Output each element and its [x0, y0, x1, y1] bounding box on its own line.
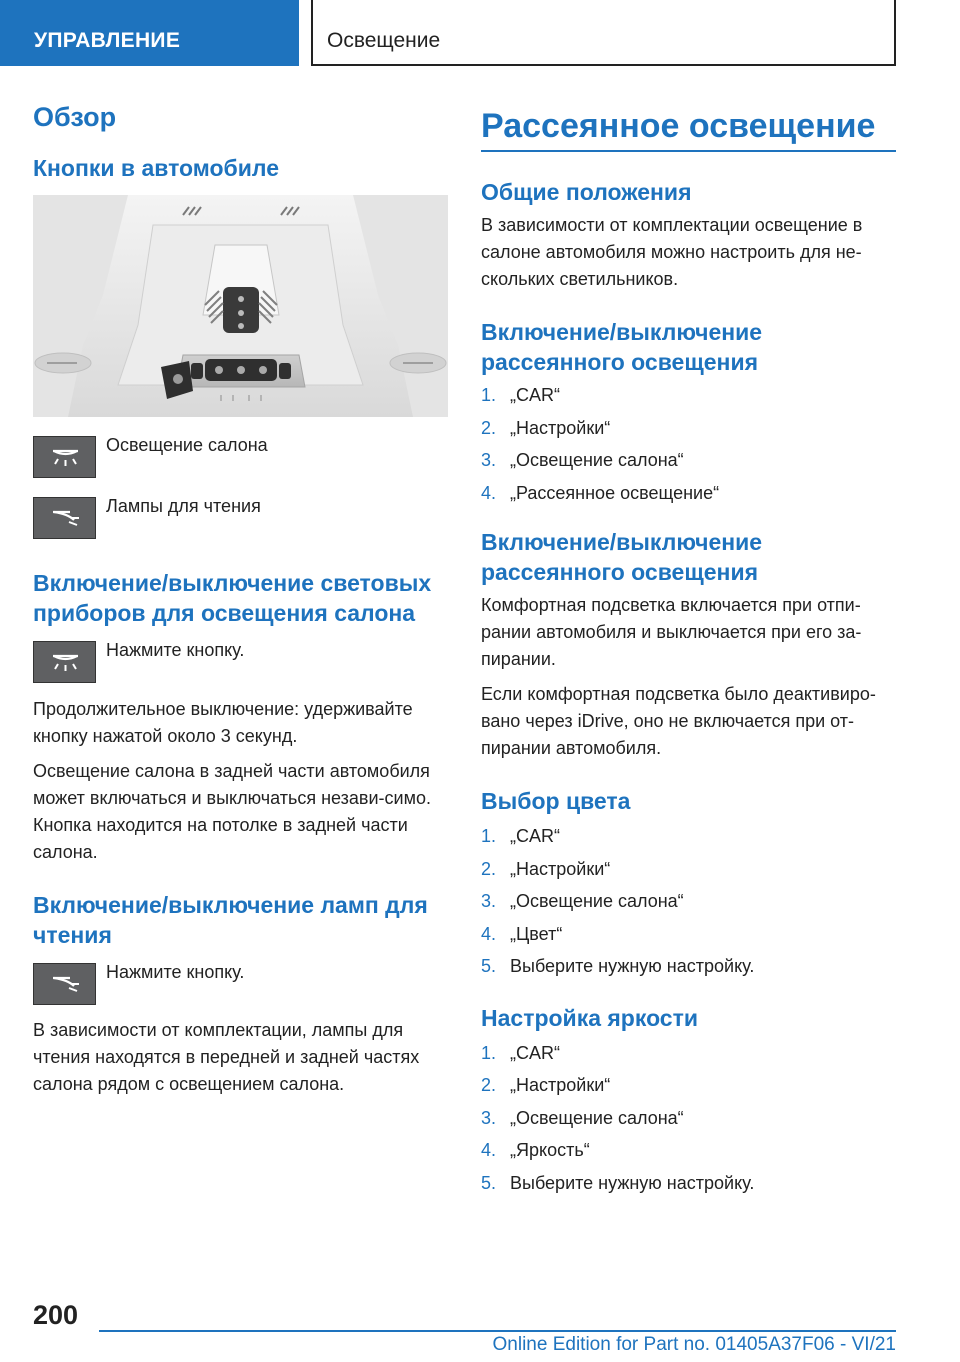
interior-light-icon: [33, 436, 96, 478]
interior-light-press-row: [33, 641, 448, 689]
step-item: 3. „Освещение салона“: [481, 1107, 684, 1128]
brightness-steps: [481, 1037, 896, 1200]
page-number: 200: [33, 1300, 79, 1330]
comfort-light-text: Комфортная подсветка включается при отпи-рании автомобиля и выключается при его за-пирании.: [481, 595, 862, 669]
section-tab: УПРАВЛЕНИЕ: [0, 0, 299, 66]
onoff1-heading: Включение/выключение рассеянного освещения: [481, 319, 763, 375]
interior-light-long-press: Продолжительное выключение: удерживайте кнопку нажатой около 3 секунд.: [33, 699, 413, 746]
step-item: 1. „CAR“: [481, 1042, 560, 1063]
reading-lamp-icon: [33, 497, 96, 539]
left-column: [33, 100, 448, 1098]
comfort-light-idrive-text: Если комфортная подсветка было деактивиро-вано через iDrive, оно не включается при от-пирании автомобиля.: [481, 684, 876, 758]
legend-reading-lamp-label: Лампы для чтения: [106, 496, 261, 516]
overview-title: Обзор: [33, 102, 117, 132]
step-item: 1. „CAR“: [481, 826, 560, 846]
legend-interior-light: [33, 436, 448, 484]
reading-lamp-note: В зависимости от комплектации, лампы для чтения находятся в передней и задней частях салона рядом с освещением салона.: [33, 1020, 420, 1094]
color-steps: [481, 820, 896, 983]
interior-light-rear-note: Освещение салона в задней части автомобиля может включаться и выключаться незави-симо. Кнопка находится на потолке в задней части салона.: [33, 761, 431, 862]
step-item: 2. „Настройки“: [481, 1075, 611, 1095]
onoff1-steps: [481, 379, 896, 509]
step-item: 4. „Рассеянное освещение“: [481, 482, 720, 503]
reading-lamp-icon: [33, 963, 96, 1005]
reading-lamps-heading: Включение/выключение ламп для чтения: [33, 892, 428, 948]
ambient-light-title: Рассеянное освещение: [481, 104, 896, 152]
step-item: 2. „Настройки“: [481, 858, 611, 879]
legend-reading-lamp: [33, 497, 448, 545]
general-heading: Общие положения: [481, 179, 692, 205]
legend-interior-light-label: Освещение салона: [106, 435, 268, 455]
step-item: 2. „Настройки“: [481, 417, 611, 438]
step-item: 3. „Освещение салона“: [481, 450, 684, 470]
step-item: 5. Выберите нужную настройку.: [481, 956, 755, 976]
onoff2-heading: Включение/выключение рассеянного освещения: [481, 529, 763, 585]
general-text: В зависимости от комплектации освещение в салоне автомобиля можно настроить для не-скольких светильников.: [481, 215, 863, 289]
step-item: 1. „CAR“: [481, 385, 560, 405]
topic-tab: Освещение: [311, 0, 896, 66]
color-heading: Выбор цвета: [481, 788, 631, 814]
step-item: 5. Выберите нужную настройку.: [481, 1172, 755, 1193]
step-item: 4. „Яркость“: [481, 1140, 590, 1160]
page-header: [0, 0, 960, 66]
step-item: 4. „Цвет“: [481, 923, 563, 944]
interior-light-icon: [33, 641, 96, 683]
brightness-heading: Настройка яркости: [481, 1004, 699, 1031]
step-item: 3. „Освещение салона“: [481, 891, 684, 911]
roof-console-photo: [33, 195, 448, 417]
reading-lamp-press-row: [33, 963, 448, 1011]
edition-text: Online Edition for Part no. 01405A37F06 - VI/21: [492, 1334, 896, 1355]
buttons-subtitle: Кнопки в автомобиле: [33, 155, 279, 181]
interior-light-press-text: Нажмите кнопку.: [106, 640, 245, 660]
interior-lights-heading: Включение/выключение световых приборов для освещения салона: [33, 570, 432, 626]
right-column: [481, 100, 896, 1199]
reading-lamp-press-text: Нажмите кнопку.: [106, 962, 245, 982]
